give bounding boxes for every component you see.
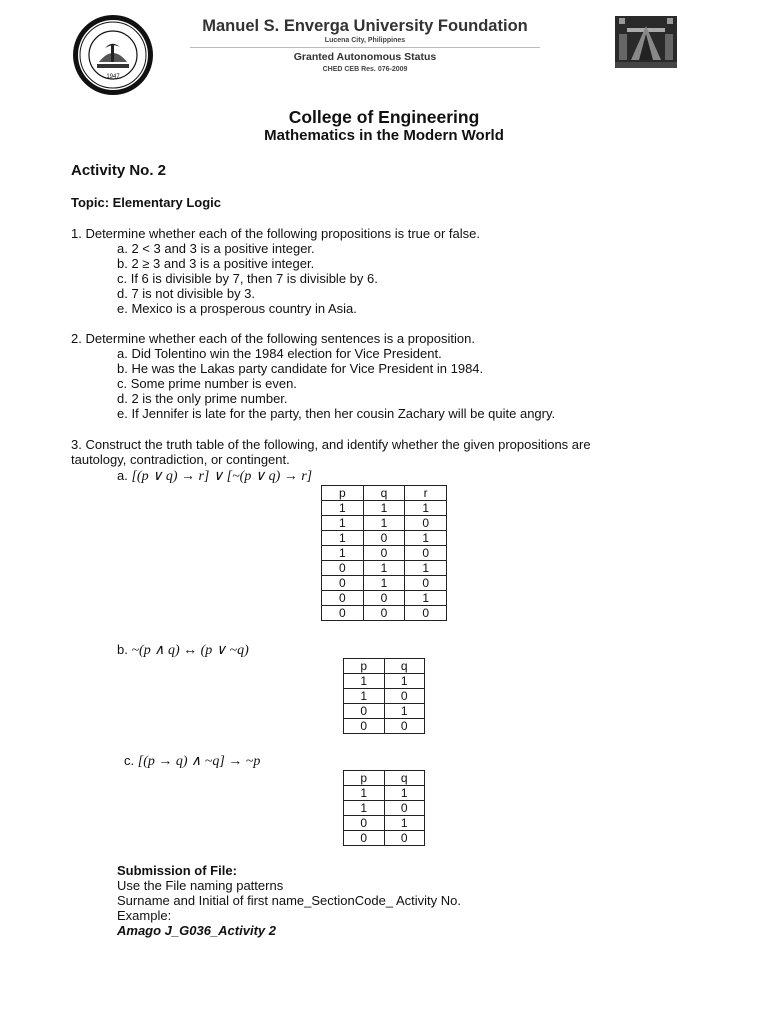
- q1-prompt: 1. Determine whether each of the following propositions is true or false.: [71, 226, 480, 241]
- table-cell: 0: [322, 561, 364, 576]
- submission-line1: Use the File naming patterns: [117, 878, 284, 893]
- table-cell: 0: [344, 831, 385, 846]
- column-header: p: [344, 659, 385, 674]
- table-row: [344, 786, 425, 801]
- table-cell: 0: [405, 606, 447, 621]
- table-cell: 0: [322, 606, 364, 621]
- table-cell: 1: [344, 674, 385, 689]
- table-row: [344, 831, 425, 846]
- table-cell: 0: [322, 576, 364, 591]
- autonomous-status: Granted Autonomous Status: [293, 51, 437, 63]
- q2-item-a: a. Did Tolentino win the 1984 election for Vice President.: [117, 346, 442, 361]
- table-cell: 0: [322, 591, 364, 606]
- column-header: q: [384, 659, 425, 674]
- table-cell: 1: [344, 801, 385, 816]
- table-row: [322, 546, 447, 561]
- table-row: [322, 576, 447, 591]
- table-header-row: [322, 486, 447, 501]
- q2-item-e: e. If Jennifer is late for the party, then her cousin Zachary will be quite angry.: [117, 406, 556, 421]
- table-cell: 1: [363, 516, 405, 531]
- submission-example: Amago J_G036_Activity 2: [117, 923, 276, 938]
- q3b-label: b.: [117, 642, 128, 657]
- column-header: p: [344, 771, 385, 786]
- college-title: College of Engineering: [288, 107, 480, 127]
- table-cell: 0: [363, 606, 405, 621]
- q3a-formula: [(p ∨ q) → r] ∨ [~(p ∨ q) → r]: [131, 469, 313, 484]
- table-row: [344, 704, 425, 719]
- ched-resolution: CHED CEB Res. 076-2009: [322, 66, 408, 73]
- table-row: [322, 516, 447, 531]
- truth-table-c: [343, 770, 425, 846]
- table-cell: 1: [405, 591, 447, 606]
- table-cell: 0: [363, 546, 405, 561]
- table-cell: 1: [405, 561, 447, 576]
- table-cell: 0: [344, 719, 385, 734]
- table-cell: 1: [363, 561, 405, 576]
- header-divider: [190, 47, 540, 48]
- submission-line3: Example:: [117, 908, 172, 923]
- table-cell: 1: [322, 516, 364, 531]
- table-row: [322, 501, 447, 516]
- course-title: Mathematics in the Modern World: [264, 127, 504, 144]
- q1-item-c: c. If 6 is divisible by 7, then 7 is divisible by 6.: [117, 271, 378, 286]
- table-header-row: [344, 659, 425, 674]
- table-cell: 1: [344, 786, 385, 801]
- q3b-label-row: [117, 642, 249, 658]
- table-row: [344, 689, 425, 704]
- table-row: [344, 674, 425, 689]
- q2-item-c: c. Some prime number is even.: [117, 376, 297, 391]
- q3c-formula: [(p → q) ∧ ~q] → ~p: [137, 754, 261, 769]
- table-cell: 1: [322, 531, 364, 546]
- column-header: r: [405, 486, 447, 501]
- table-cell: 0: [384, 689, 425, 704]
- table-cell: 0: [344, 816, 385, 831]
- table-cell: 0: [384, 831, 425, 846]
- table-cell: 0: [405, 516, 447, 531]
- table-cell: 1: [405, 531, 447, 546]
- q3b-formula: ~(p ∧ q) ↔ (p ∨ ~q): [131, 643, 249, 658]
- q2-item-b: b. He was the Lakas party candidate for Vice President in 1984.: [117, 361, 484, 376]
- tower-logo: [613, 14, 679, 70]
- q3c-label: c.: [124, 753, 135, 768]
- q3a-label: a.: [117, 468, 128, 483]
- table-cell: 1: [384, 816, 425, 831]
- table-row: [322, 531, 447, 546]
- q2-prompt: 2. Determine whether each of the following sentences is a proposition.: [71, 331, 475, 346]
- q1-item-e: e. Mexico is a prosperous country in Asia.: [117, 301, 357, 316]
- table-cell: 1: [384, 674, 425, 689]
- table-row: [344, 719, 425, 734]
- column-header: q: [363, 486, 405, 501]
- table-cell: 1: [384, 704, 425, 719]
- submission-heading: Submission of File:: [117, 863, 237, 878]
- table-cell: 0: [405, 546, 447, 561]
- q3-prompt-line2: tautology, contradiction, or contingent.: [71, 452, 290, 467]
- table-row: [322, 591, 447, 606]
- table-row: [322, 606, 447, 621]
- q1-item-d: d. 7 is not divisible by 3.: [117, 286, 256, 301]
- table-cell: 0: [384, 719, 425, 734]
- q2-item-d: d. 2 is the only prime number.: [117, 391, 288, 406]
- table-cell: 1: [363, 501, 405, 516]
- q3a-label-row: [117, 468, 312, 484]
- table-cell: 1: [384, 786, 425, 801]
- column-header: p: [322, 486, 364, 501]
- table-row: [344, 801, 425, 816]
- activity-heading: Activity No. 2: [71, 162, 167, 179]
- table-row: [322, 561, 447, 576]
- q3-prompt-line1: 3. Construct the truth table of the following, and identify whether the given propositions are: [71, 437, 591, 452]
- university-location: Lucena City, Philippines: [324, 37, 406, 44]
- seal-year: 1947: [106, 74, 120, 80]
- table-row: [344, 816, 425, 831]
- table-cell: 1: [322, 546, 364, 561]
- table-cell: 0: [405, 576, 447, 591]
- topic-heading: Topic: Elementary Logic: [71, 195, 222, 210]
- submission-line2: Surname and Initial of first name_SectionCode_ Activity No.: [117, 893, 461, 908]
- truth-table-b: [343, 658, 425, 734]
- truth-table-a: [321, 485, 447, 621]
- table-cell: 0: [363, 591, 405, 606]
- table-header-row: [344, 771, 425, 786]
- q1-item-b: b. 2 ≥ 3 and 3 is a positive integer.: [117, 256, 315, 271]
- table-cell: 0: [344, 704, 385, 719]
- university-name: Manuel S. Enverga University Foundation: [202, 17, 528, 35]
- table-cell: 1: [363, 576, 405, 591]
- table-cell: 1: [322, 501, 364, 516]
- column-header: q: [384, 771, 425, 786]
- table-cell: 0: [363, 531, 405, 546]
- table-cell: 1: [344, 689, 385, 704]
- university-seal-logo: [72, 14, 154, 96]
- q3c-label-row: [124, 753, 260, 769]
- table-cell: 0: [384, 801, 425, 816]
- table-cell: 1: [405, 501, 447, 516]
- q1-item-a: a. 2 < 3 and 3 is a positive integer.: [117, 241, 315, 256]
